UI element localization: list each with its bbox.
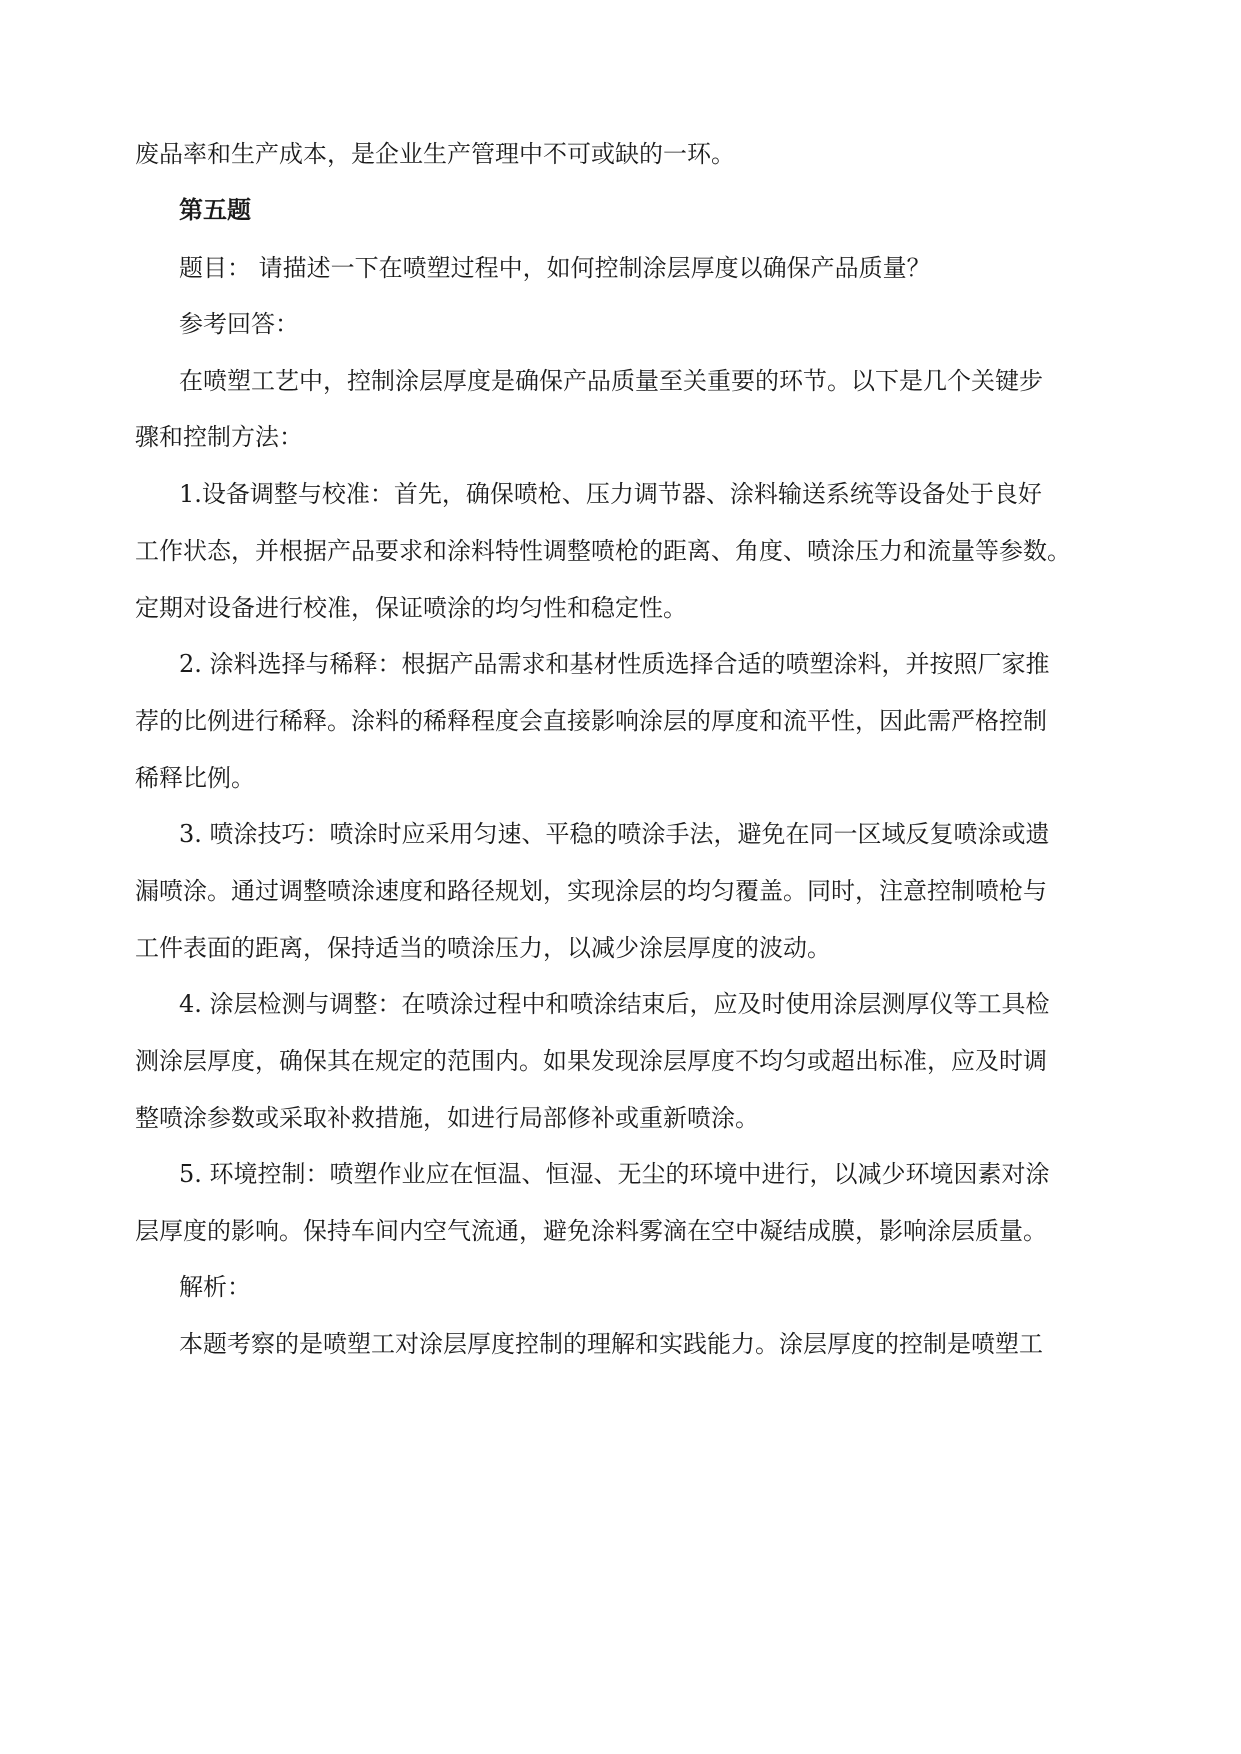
text-line: 层厚度的影响。保持车间内空气流通，避免涂料雾滴在空中凝结成膜，影响涂层质量。 [135,1217,1047,1245]
analysis-label-text: 解析： [179,1273,251,1301]
text-line: 1.设备调整与校准：首先，确保喷枪、压力调节器、涂料输送系统等设备处于良好 [179,480,1042,508]
answer-label [179,308,299,340]
text-line: 2. 涂料选择与稀释：根据产品需求和基材性质选择合适的喷塑涂料，并按照厂家推 [179,650,1050,678]
answer-item-1 [135,478,1071,624]
analysis-label [179,1271,251,1303]
text-line: 稀释比例。 [135,764,255,792]
intro-paragraph [135,365,1043,453]
question-text: 题目： 请描述一下在喷塑过程中，如何控制涂层厚度以确保产品质量？ [179,254,931,282]
heading-text: 第五题 [179,195,251,224]
text-line: 4. 涂层检测与调整：在喷涂过程中和喷涂结束后，应及时使用涂层测厚仪等工具检 [179,990,1050,1018]
text-line: 5. 环境控制：喷塑作业应在恒温、恒湿、无尘的环境中进行，以减少环境因素对涂 [179,1160,1050,1188]
text-line: 在喷塑工艺中，控制涂层厚度是确保产品质量至关重要的环节。以下是几个关键步 [179,367,1043,395]
analysis-paragraph [135,1328,1043,1360]
answer-item-4 [135,988,1050,1134]
text-line: 测涂层厚度，确保其在规定的范围内。如果发现涂层厚度不均匀或超出标准，应及时调 [135,1047,1047,1075]
text-line: 工作状态，并根据产品要求和涂料特性调整喷枪的距离、角度、喷涂压力和流量等参数。 [135,537,1071,565]
text-line: 定期对设备进行校准，保证喷涂的均匀性和稳定性。 [135,594,687,622]
text-line: 工件表面的距离，保持适当的喷涂压力，以减少涂层厚度的波动。 [135,934,831,962]
text-line: 3. 喷涂技巧：喷涂时应采用匀速、平稳的喷涂手法，避免在同一区域反复喷涂或遗 [179,820,1050,848]
text-line: 废品率和生产成本，是企业生产管理中不可或缺的一环。 [135,140,735,168]
text-line: 荐的比例进行稀释。涂料的稀释程度会直接影响涂层的厚度和流平性，因此需严格控制 [135,707,1047,735]
section-heading [179,194,251,226]
answer-item-3 [135,818,1050,964]
answer-item-2 [135,648,1050,794]
text-line: 整喷涂参数或采取补救措施，如进行局部修补或重新喷涂。 [135,1104,759,1132]
text-line: 骤和控制方法： [135,423,303,451]
answer-item-5 [135,1158,1050,1247]
question-line [179,252,931,284]
text-line: 漏喷涂。通过调整喷涂速度和路径规划，实现涂层的均匀覆盖。同时，注意控制喷枪与 [135,877,1047,905]
continuation-paragraph [135,138,735,170]
text-line: 本题考察的是喷塑工对涂层厚度控制的理解和实践能力。涂层厚度的控制是喷塑工 [179,1330,1043,1358]
answer-label-text: 参考回答： [179,310,299,338]
